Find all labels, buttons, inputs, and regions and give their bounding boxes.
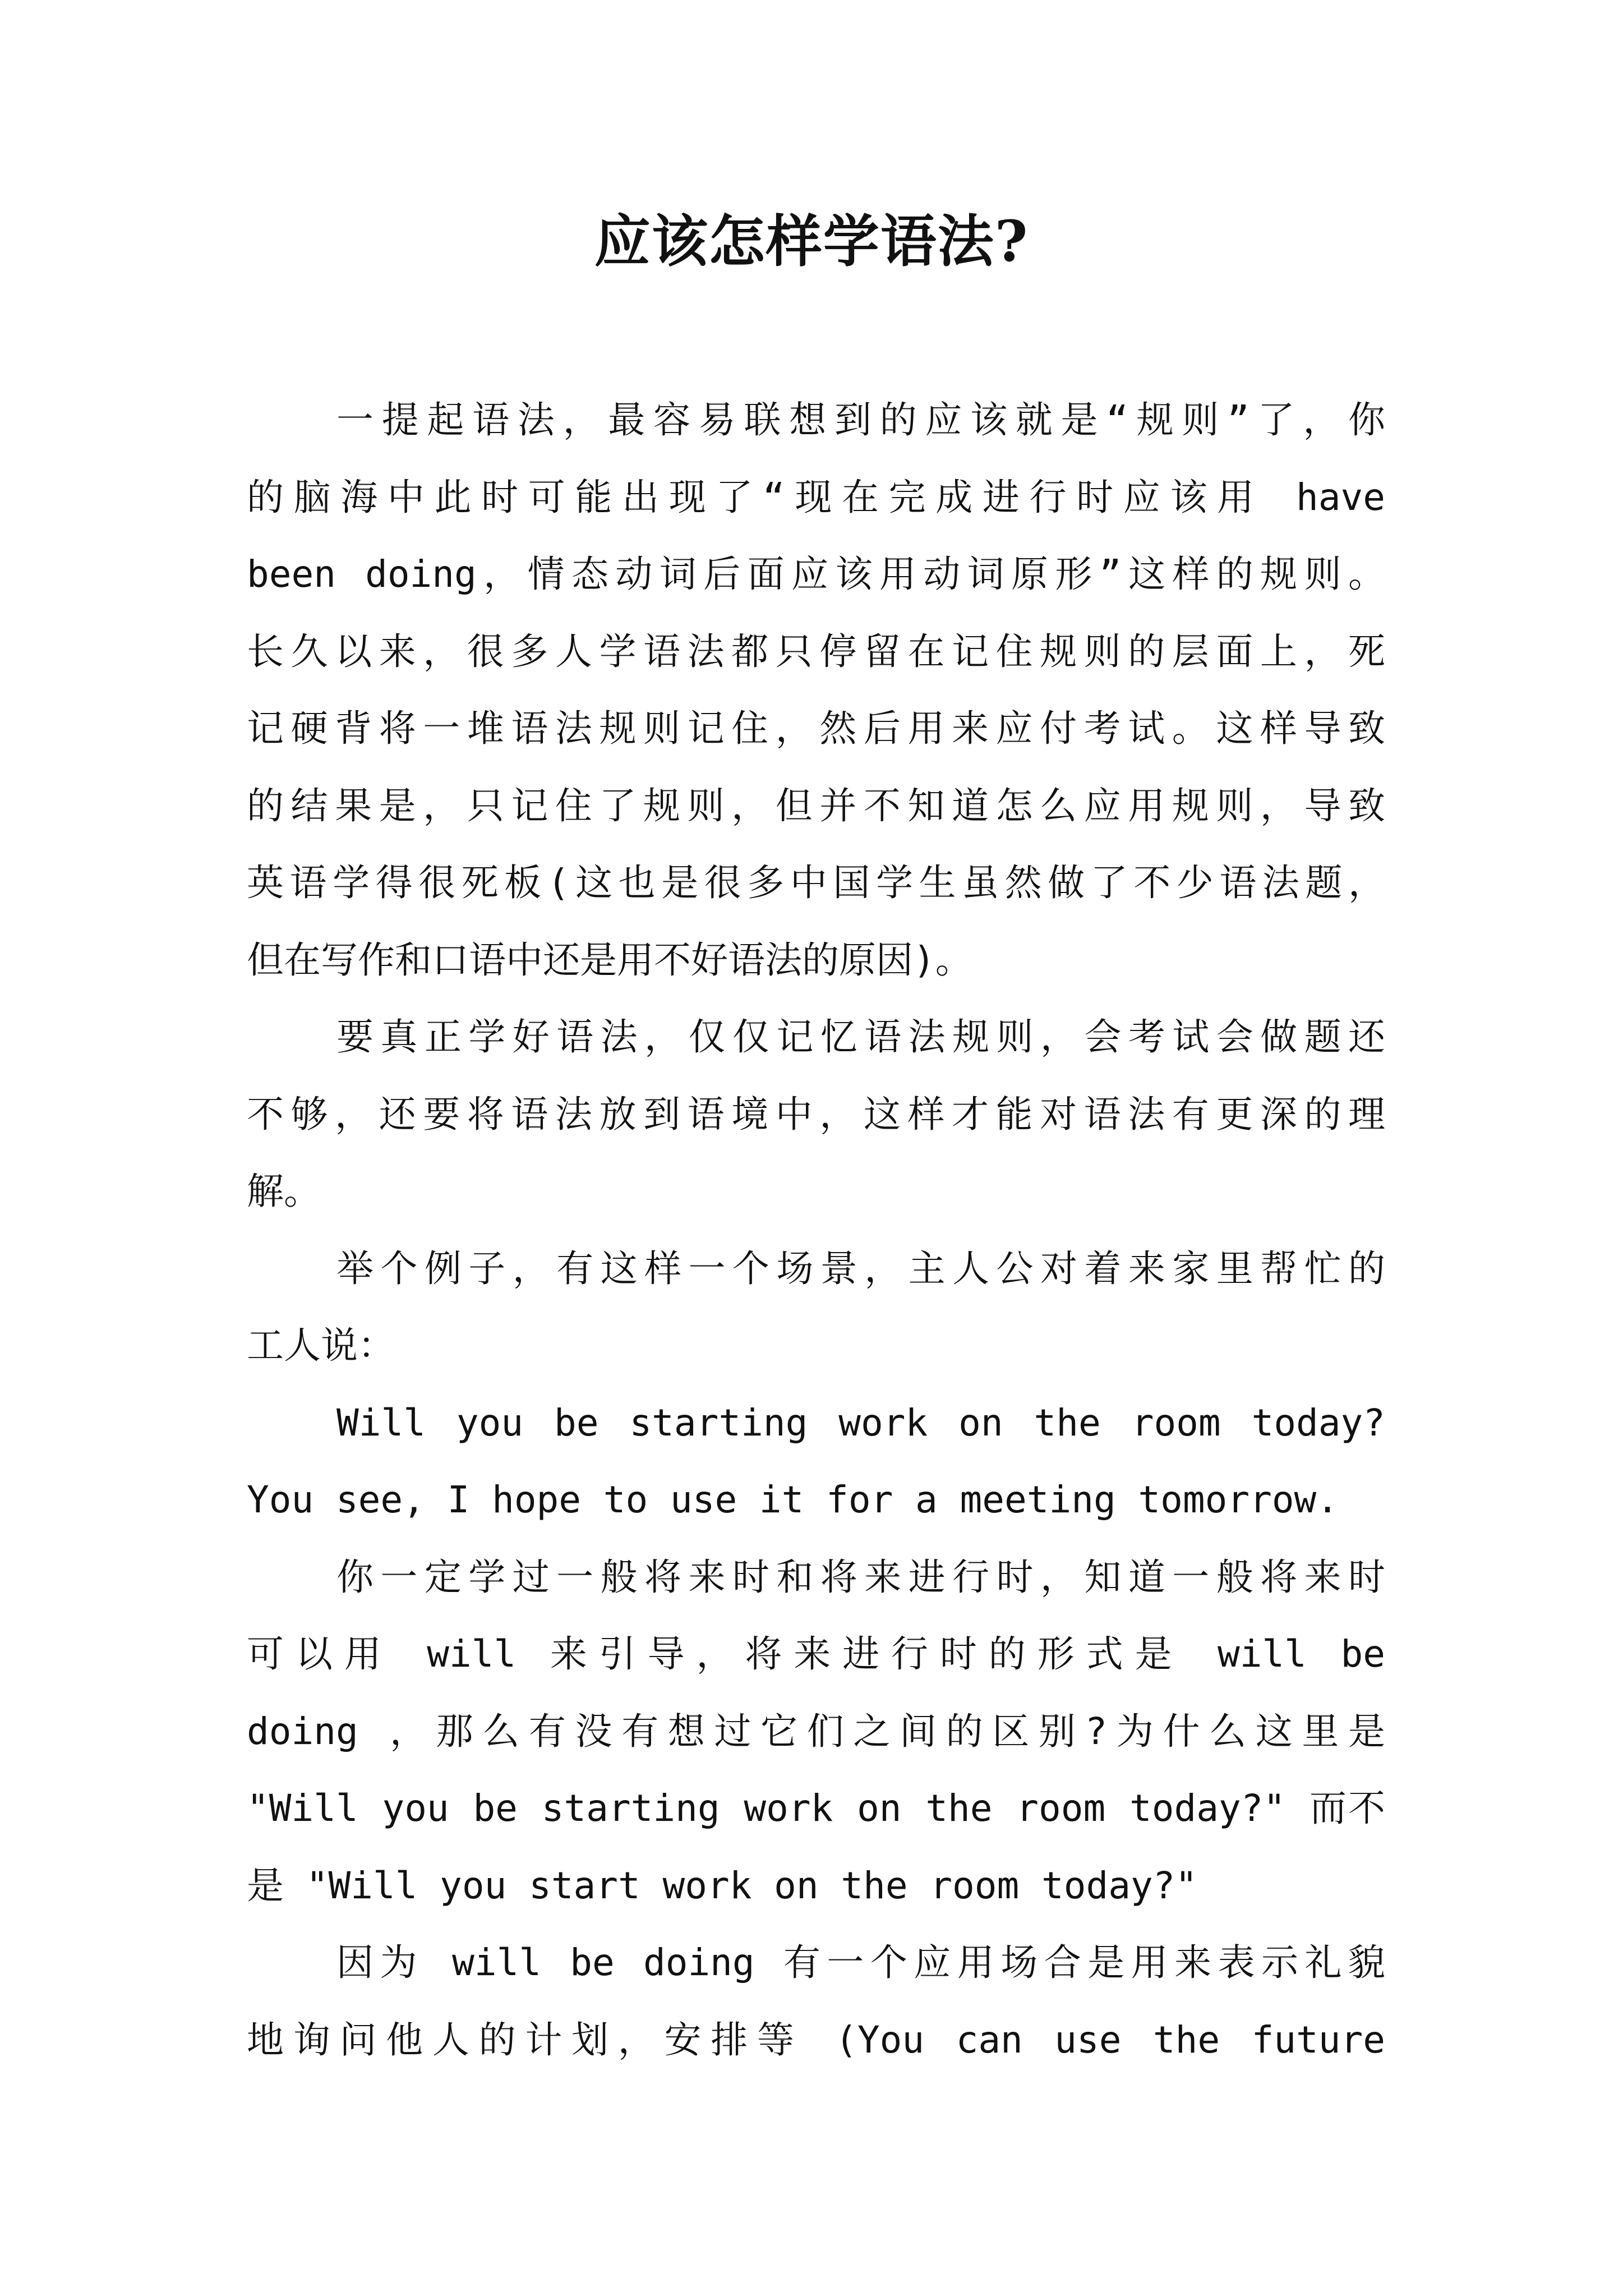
document-body	[247, 381, 1385, 2078]
text-line: 地询问他人的计划，安排等 (You can use the future	[247, 2018, 1385, 2062]
text-line: 解。	[247, 1170, 321, 1213]
text-line: 工人说：	[247, 1324, 395, 1367]
text-line: 记硬背将一堆语法规则记住，然后用来应付考试。这样导致	[247, 707, 1385, 750]
text-line: 不够，还要将语法放到语境中，这样才能对语法有更深的理	[247, 1092, 1385, 1136]
text-line: 的脑海中此时可能出现了“现在完成进行时应该用 have	[247, 475, 1385, 519]
text-line: 长久以来，很多人学语法都只停留在记住规则的层面上，死	[247, 629, 1385, 673]
text-line: You see, I hope to use it for a meeting tomorrow.	[247, 1478, 1339, 1521]
text-line: been doing，情态动词后面应该用动词原形”这样的规则。	[247, 553, 1385, 596]
text-line: 要真正学好语法，仅仅记忆语法规则，会考试会做题还	[336, 1015, 1385, 1059]
text-line: 可以用 will 来引导，将来进行时的形式是 will be	[247, 1632, 1385, 1676]
text-line: 因为 will be doing 有一个应用场合是用来表示礼貌	[336, 1941, 1385, 1984]
text-line: 是 "Will you start work on the room today?"	[247, 1864, 1198, 1907]
text-line: 英语学得很死板(这也是很多中国学生虽然做了不少语法题，	[247, 861, 1385, 904]
text-line: doing ，那么有没有想过它们之间的区别?为什么这里是	[247, 1709, 1385, 1753]
text-line: Will you be starting work on the room today?	[336, 1401, 1385, 1444]
text-line: 一提起语法，最容易联想到的应该就是“规则”了，你	[336, 398, 1385, 441]
text-line: 但在写作和口语中还是用不好语法的原因)。	[247, 938, 972, 982]
text-line: 举个例子，有这样一个场景，主人公对着来家里帮忙的	[336, 1246, 1385, 1290]
document-title: 应该怎样学语法?	[594, 208, 1029, 274]
text-line: 的结果是，只记住了规则，但并不知道怎么应用规则，导致	[247, 784, 1385, 827]
text-line: "Will you be starting work on the room today?" 而不	[247, 1787, 1385, 1830]
text-line: 你一定学过一般将来时和将来进行时，知道一般将来时	[336, 1555, 1385, 1599]
